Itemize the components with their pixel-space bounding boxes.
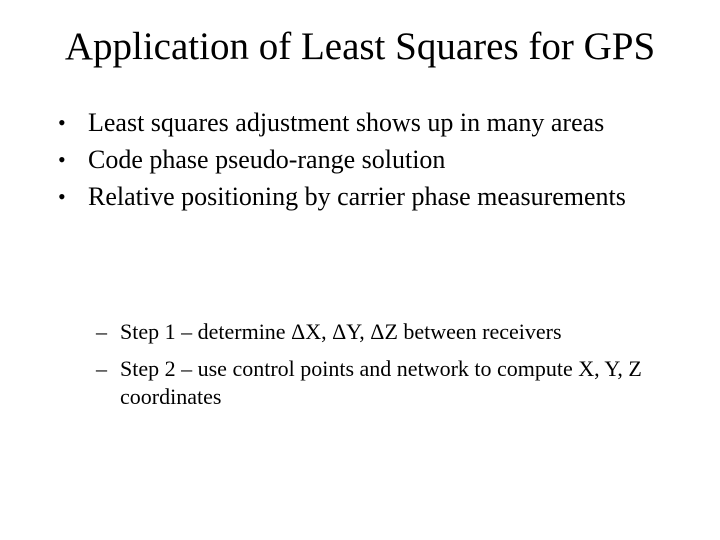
bullet-text: Least squares adjustment shows up in many areas xyxy=(88,108,605,137)
bullet-item xyxy=(58,143,678,176)
sub-bullet-marker: – xyxy=(96,356,107,381)
sub-bullet-list xyxy=(96,318,656,420)
sub-bullet-marker: – xyxy=(96,319,107,344)
slide-title: Application of Least Squares for GPS xyxy=(64,25,656,68)
bullet-text: Code phase pseudo-range solution xyxy=(88,145,446,174)
sub-bullet-item xyxy=(96,355,656,411)
bullet-marker: • xyxy=(58,147,66,172)
bullet-text: Relative positioning by carrier phase measurements xyxy=(88,182,626,211)
bullet-marker: • xyxy=(58,110,66,135)
bullet-item xyxy=(58,106,678,139)
bullet-item xyxy=(58,180,678,213)
sub-bullet-item xyxy=(96,318,656,346)
bullet-list xyxy=(58,106,678,217)
sub-bullet-text: Step 2 – use control points and network to compute X, Y, Z coordinates xyxy=(120,356,642,409)
bullet-marker: • xyxy=(58,184,66,209)
sub-bullet-text: Step 1 – determine ΔX, ΔY, ΔZ between receivers xyxy=(120,319,562,344)
